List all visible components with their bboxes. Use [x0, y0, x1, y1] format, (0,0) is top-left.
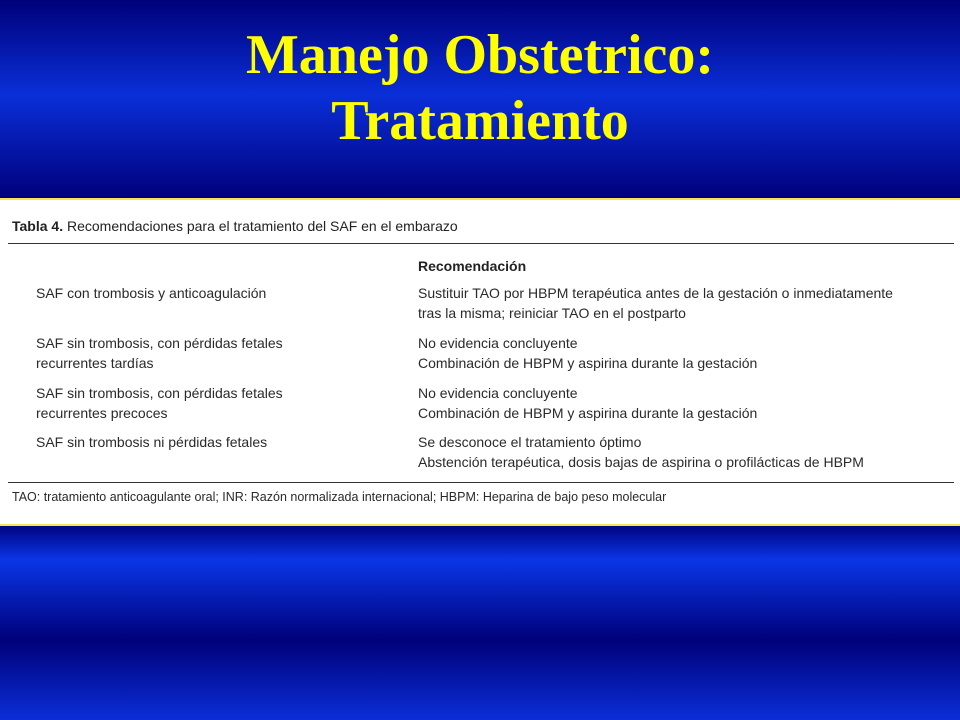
row-4-condition — [36, 433, 376, 453]
row-2-condition — [36, 334, 376, 373]
row-2-condition-line-1: SAF sin trombosis, con pérdidas fetales — [36, 335, 283, 351]
row-3-recommendation — [418, 384, 938, 423]
row-4-condition-line-1: SAF sin trombosis ni pérdidas fetales — [36, 434, 268, 450]
table-caption-label: Tabla 4. — [12, 218, 64, 234]
slide-title — [0, 22, 960, 154]
table-panel — [0, 198, 960, 526]
table-top-rule — [8, 243, 954, 244]
recommendation-column-header: Recomendación — [418, 258, 527, 274]
row-4-recommendation-line-1: Se desconoce el tratamiento óptimo — [418, 434, 642, 450]
row-2-condition-line-2: recurrentes tardías — [36, 354, 154, 371]
row-1-condition — [36, 284, 376, 304]
row-3-condition — [36, 384, 376, 423]
row-1-recommendation-line-2: tras la misma; reiniciar TAO en el postparto — [418, 304, 686, 321]
row-2-recommendation — [418, 334, 938, 373]
table-footnote: TAO: tratamiento anticoagulante oral; INR: Razón normalizada internacional; HBPM: Heparina de bajo peso molecular — [12, 490, 667, 504]
row-3-condition-line-1: SAF sin trombosis, con pérdidas fetales — [36, 385, 283, 401]
slide-title-line-2: Tratamiento — [331, 90, 629, 152]
row-1-recommendation-line-1: Sustituir TAO por HBPM terapéutica antes de la gestación o inmediatamente — [418, 285, 893, 301]
row-3-recommendation-line-2: Combinación de HBPM y aspirina durante la gestación — [418, 404, 758, 421]
slide-title-line-1: Manejo Obstetrico: — [245, 24, 715, 86]
row-1-recommendation — [418, 284, 938, 323]
table-bottom-rule — [8, 482, 954, 483]
row-2-recommendation-line-2: Combinación de HBPM y aspirina durante la gestación — [418, 354, 758, 371]
row-2-recommendation-line-1: No evidencia concluyente — [418, 335, 578, 351]
row-3-recommendation-line-1: No evidencia concluyente — [418, 385, 578, 401]
table-caption — [12, 218, 458, 234]
row-4-recommendation-line-2: Abstención terapéutica, dosis bajas de aspirina o profilácticas de HBPM — [418, 453, 864, 470]
row-1-condition-line-1: SAF con trombosis y anticoagulación — [36, 285, 267, 301]
table-caption-text: Recomendaciones para el tratamiento del SAF en el embarazo — [66, 218, 458, 234]
row-3-condition-line-2: recurrentes precoces — [36, 404, 168, 421]
row-4-recommendation — [418, 433, 938, 472]
